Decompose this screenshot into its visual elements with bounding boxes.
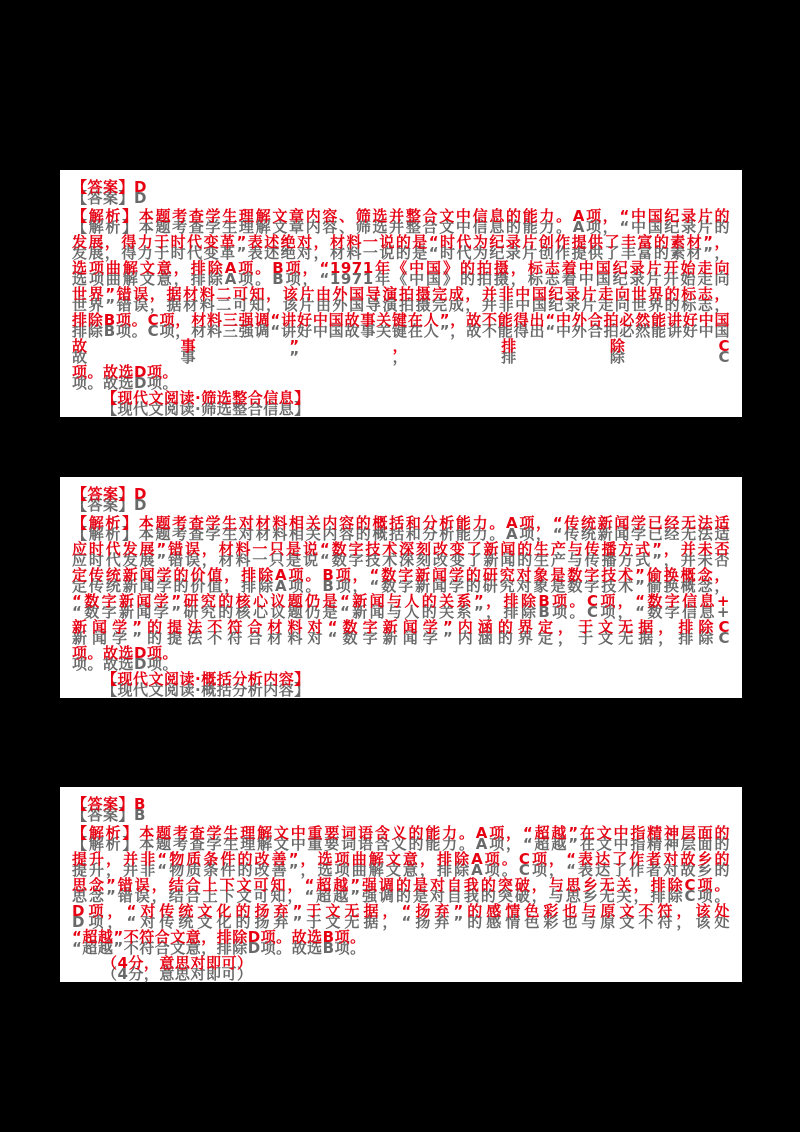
answer-label: 【答案】 — [72, 178, 135, 196]
answer-card-1 — [60, 170, 742, 417]
score-note-line: （4分，意思对即可） — [102, 954, 253, 972]
analysis-line: 定传统新闻学的价值，排除A项。B项，“数字新闻学的研究对象是数字技术”偷换概念， — [72, 566, 730, 584]
answer-card-2 — [60, 477, 742, 698]
answer-letter: D — [134, 178, 147, 196]
answer-label: 【答案】 — [72, 795, 135, 813]
analysis-line: 【解析】本题考查学生对材料相关内容的概括和分析能力。A项，“传统新闻学已经无法适 — [72, 514, 730, 532]
analysis-line: 发展，得力于时代变革”表述绝对，材料一说的是“时代为纪录片创作提供了丰富的素材”， — [72, 233, 730, 251]
answer-label: 【答案】 — [72, 485, 135, 503]
knowledge-tag-line: 【现代文阅读·概括分析内容】 — [102, 670, 310, 688]
answer-card-3 — [60, 787, 742, 982]
analysis-line: 【解析】本题考查学生理解文章内容、筛选并整合文中信息的能力。A项，“中国纪录片的 — [72, 207, 730, 225]
analysis-line: 提升，并非“物质条件的改善”，选项曲解文意，排除A项。C项，“表达了作者对故乡的 — [72, 850, 730, 868]
analysis-line: “数字新闻学”研究的核心议题仍是“新闻与人的关系”，排除B项。C项，“数字信息+ — [72, 592, 730, 610]
analysis-line: 思念”错误，结合上下文可知，“超越”强调的是对自我的突破，与思乡无关，排除C项。 — [72, 876, 730, 894]
analysis-line: 排除B项。C项，材料三强调“讲好中国故事关键在人”，故不能得出“中外合拍必然能讲好中国故事”，排除C — [72, 311, 730, 355]
closing-line: “超越”不符合文意，排除D项。故选B项。 — [72, 928, 366, 946]
analysis-line: 选项曲解文意，排除A项。B项，“1971年《中国》的拍摄，标志着中国纪录片开始走向 — [72, 259, 730, 277]
analysis-line: 世界”错误，据材料二可知，该片由外国导演拍摄完成，并非中国纪录片走向世界的标志， — [72, 285, 730, 303]
analysis-line: 【解析】本题考查学生理解文中重要词语含义的能力。A项，“超越”在文中指精神层面的 — [72, 824, 730, 842]
analysis-line: 应时代发展”错误，材料一只是说“数字技术深刻改变了新闻的生产与传播方式”，并未否 — [72, 540, 730, 558]
answer-letter: D — [134, 485, 147, 503]
answer-letter: B — [134, 795, 146, 813]
closing-line: 项。故选D项。 — [72, 363, 178, 381]
answer-line — [72, 482, 730, 506]
knowledge-tag-line: 【现代文阅读·筛选整合信息】 — [102, 389, 310, 407]
analysis-line: D项，“对传统文化的扬弃”于文无据，“扬弃”的感情色彩也与原文不符，该处 — [72, 902, 730, 920]
answer-line — [72, 792, 730, 816]
closing-line: 项。故选D项。 — [72, 644, 178, 662]
answer-line — [72, 175, 730, 199]
analysis-line: 新闻学”的提法不符合材料对“数字新闻学”内涵的界定，于文无据，排除C — [72, 618, 730, 636]
